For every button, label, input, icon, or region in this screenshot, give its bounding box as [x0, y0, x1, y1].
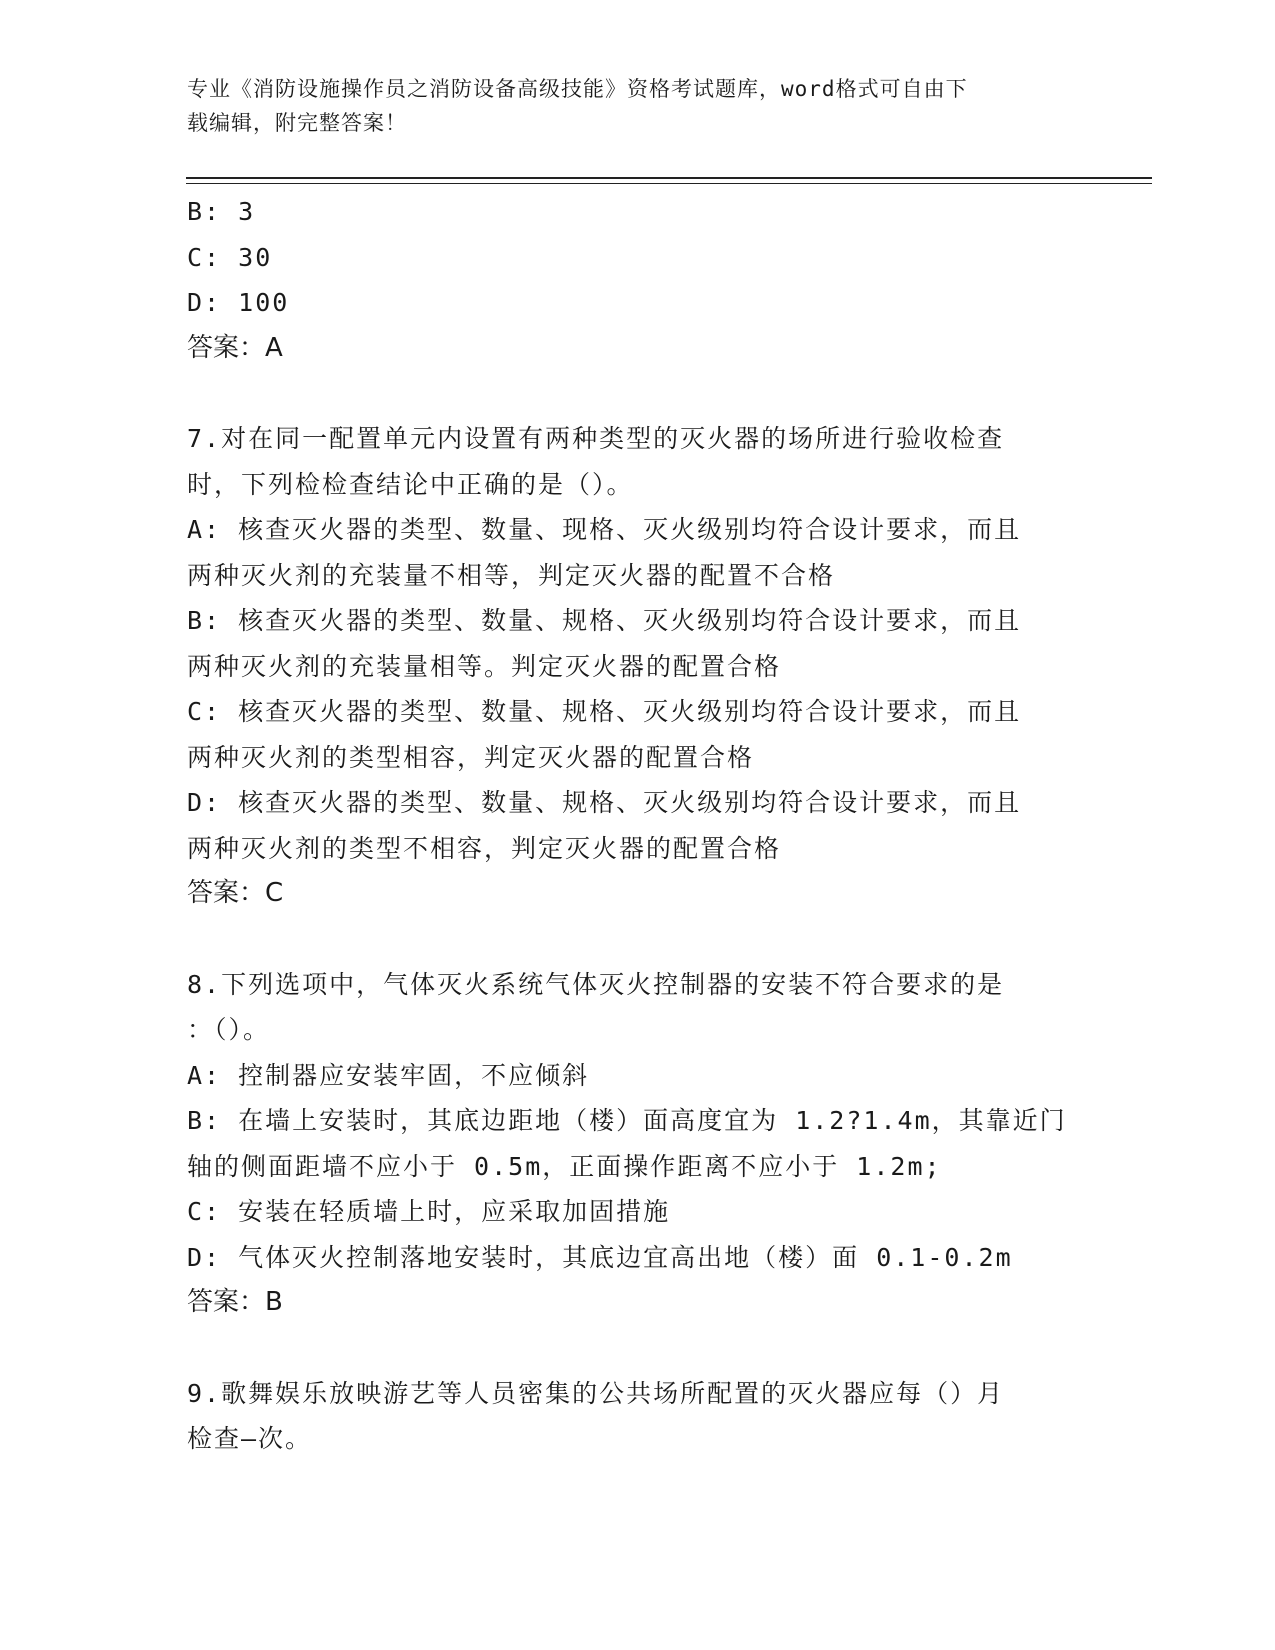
- question-6-tail: [187, 189, 1087, 371]
- option-d: D: 核查灭火器的类型、数量、规格、灭火级别均符合设计要求，而且: [187, 788, 1022, 817]
- header-line-1: 专业《消防设施操作员之消防设备高级技能》资格考试题库，word格式可自由下: [187, 77, 968, 101]
- header-divider-thick: [186, 177, 1152, 179]
- answer: 答案：A: [187, 332, 283, 363]
- question-stem: 9.歌舞娱乐放映游艺等人员密集的公共场所配置的灭火器应每（）月: [187, 1378, 1005, 1408]
- option-b-cont: 两种灭火剂的充装量相等。判定灭火器的配置合格: [187, 651, 782, 681]
- question-7: [187, 416, 1087, 917]
- document-header: [187, 72, 1087, 140]
- option-b: B: 核查灭火器的类型、数量、规格、灭火级别均符合设计要求，而且: [187, 606, 1022, 635]
- question-stem-cont: 检查—次。: [187, 1424, 313, 1453]
- option-c: C: 30: [187, 242, 273, 272]
- answer: 答案：C: [187, 878, 284, 908]
- header-line-2: 载编辑，附完整答案！: [187, 111, 407, 135]
- question-8: [187, 962, 1087, 1326]
- question-9: [187, 1371, 1087, 1462]
- option-d-cont: 两种灭火剂的类型不相容，判定灭火器的配置合格: [187, 833, 782, 863]
- question-stem-cont: 时，下列检检查结论中正确的是（）。: [187, 469, 634, 499]
- option-a: A: 控制器应安装牢固，不应倾斜: [187, 1060, 590, 1090]
- option-a: A: 核查灭火器的类型、数量、现格、灭火级别均符合设计要求，而且: [187, 515, 1022, 544]
- document-body: [187, 189, 1087, 1462]
- option-c: C: 安装在轻质墙上时，应采取加固措施: [187, 1197, 671, 1226]
- option-b: B: 3: [187, 197, 256, 226]
- header-divider-thin: [186, 183, 1152, 184]
- option-b: B: 在墙上安装时，其底边距地（楼）面高度宜为 1.2?1.4m，其靠近门: [187, 1106, 1067, 1135]
- option-d: D: 100: [187, 288, 290, 317]
- option-c: C: 核查灭火器的类型、数量、规格、灭火级别均符合设计要求，而且: [187, 697, 1022, 726]
- option-b-cont: 轴的侧面距墙不应小于 0.5m，正面操作距离不应小于 1.2m;: [187, 1151, 942, 1181]
- option-d: D: 气体灭火控制落地安装时，其底边宜高出地（楼）面 0.1-0.2m: [187, 1242, 1013, 1272]
- question-stem-cont: ：（）。: [187, 1015, 271, 1044]
- option-c-cont: 两种灭火剂的类型相容，判定灭火器的配置合格: [187, 742, 755, 772]
- question-stem: 7.对在同一配置单元内设置有两种类型的灭火器的场所进行验收检查: [187, 424, 1005, 453]
- answer: 答案：B: [187, 1287, 283, 1317]
- question-stem: 8.下列选项中，气体灭火系统气体灭火控制器的安装不符合要求的是: [187, 969, 1005, 999]
- option-a-cont: 两种灭火剂的充装量不相等，判定灭火器的配置不合格: [187, 560, 836, 590]
